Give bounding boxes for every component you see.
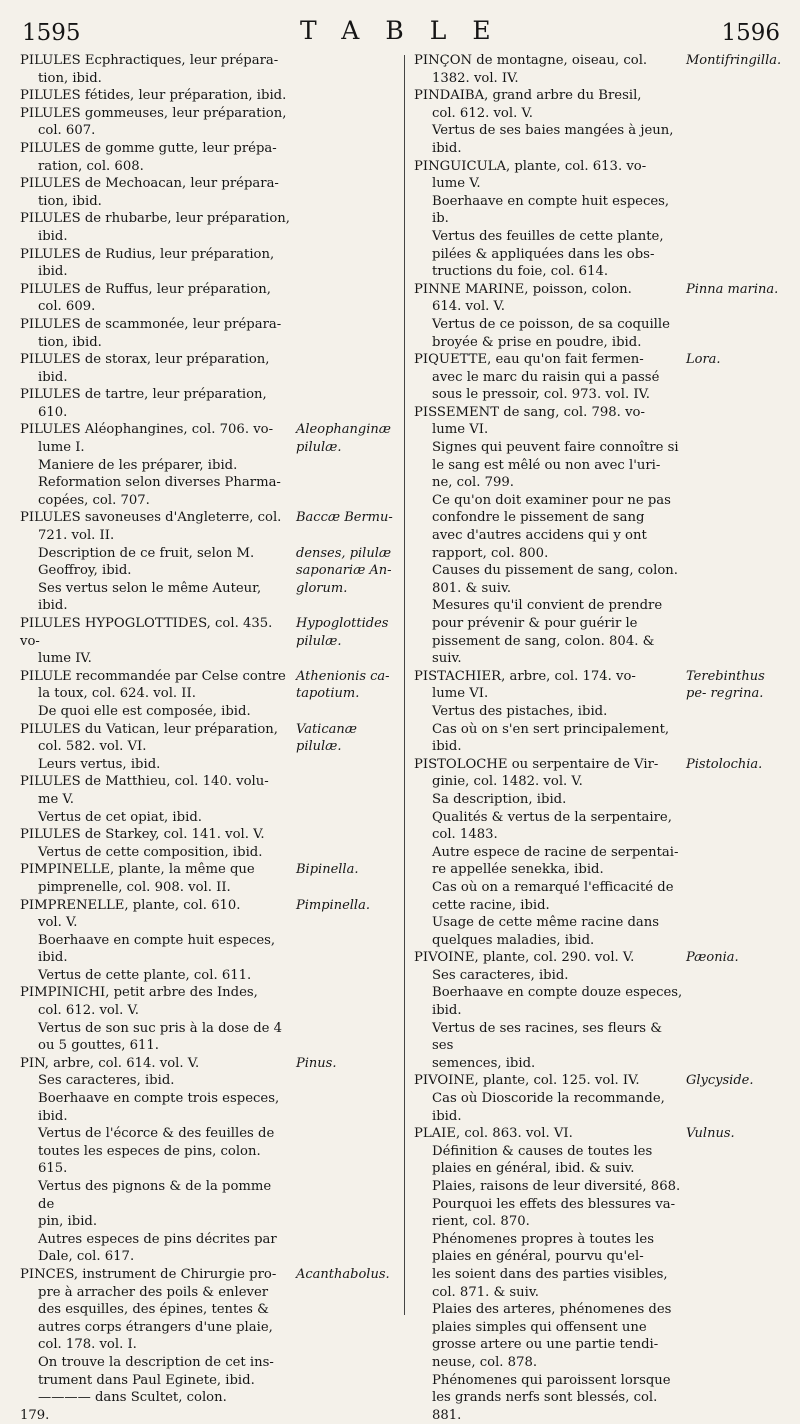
index-entry	[414, 879, 788, 914]
index-entry	[20, 721, 395, 756]
entry-continuation: pre à arracher des poils & enlever	[38, 1284, 269, 1300]
entry-continuation: Geoffroy, ibid.	[38, 563, 132, 579]
entry-continuation: col. 607.	[38, 123, 96, 139]
entry-continuation: plaies simples qui offensent une	[432, 1319, 647, 1335]
entry-continuation: neuse, col. 878.	[432, 1354, 538, 1370]
entry-line: Leurs vertus, ibid.	[38, 756, 161, 772]
entry-line: Ses caracteres, ibid.	[432, 967, 569, 983]
entry-continuation: ibid.	[38, 950, 68, 966]
latin-margin-note: Athenionis ca- tapotium.	[296, 668, 390, 702]
entry-continuation: ibid.	[432, 140, 462, 156]
page-title: TABLE	[300, 16, 517, 45]
entry-continuation: col. 871. & suiv.	[432, 1284, 539, 1300]
entry-continuation: ou 5 gouttes, 611.	[38, 1038, 159, 1054]
index-entry	[20, 809, 395, 827]
index-entry	[20, 1389, 395, 1407]
entry-line: PISTOLOCHE ou serpentaire de Vir-	[414, 756, 659, 772]
entry-continuation: plaies en général, pourvu qu'el-	[432, 1249, 644, 1265]
entry-continuation: ginie, col. 1482. vol. V.	[432, 774, 583, 790]
entry-line: Vertus de ses racines, ses fleurs & ses	[432, 1020, 662, 1054]
index-entry	[20, 246, 395, 281]
entry-line: Ses caracteres, ibid.	[38, 1073, 175, 1089]
entry-line: Vertus de ses baies mangées à jeun,	[432, 123, 674, 139]
index-entry	[20, 105, 395, 140]
entry-continuation: col. 582. vol. VI.	[38, 739, 147, 755]
entry-line: Sa description, ibid.	[432, 791, 567, 807]
entry-continuation: ibid.	[432, 739, 462, 755]
entry-continuation: 1382. vol. IV.	[432, 70, 519, 86]
index-entry	[20, 175, 395, 210]
index-entry	[20, 1178, 395, 1231]
entry-continuation: lume IV.	[38, 651, 92, 667]
entry-continuation: ibid.	[432, 1108, 462, 1124]
index-entry	[20, 210, 395, 245]
entry-line: Vertus des feuilles de cette plante,	[432, 228, 664, 244]
entry-line: PILULE recommandée par Celse contre	[20, 668, 286, 684]
signature-mark: 179.	[20, 1407, 50, 1423]
index-entry	[414, 1072, 788, 1090]
entry-line: PILULES de Matthieu, col. 140. volu-	[20, 774, 269, 790]
entry-continuation: ration, col. 608.	[38, 158, 144, 174]
latin-margin-note: Pinna marina.	[686, 281, 779, 297]
index-entry	[414, 668, 788, 703]
index-entry	[414, 809, 788, 844]
entry-line: PILULES de Starkey, col. 141. vol. V.	[20, 827, 265, 843]
entry-continuation: col. 612. vol. V.	[432, 105, 533, 121]
entry-line: PISTACHIER, arbre, col. 174. vo-	[414, 668, 636, 684]
index-entry	[20, 580, 395, 615]
entry-line: PLAIE, col. 863. vol. VI.	[414, 1126, 573, 1142]
entry-line: Boerhaave en compte douze especes,	[432, 985, 683, 1001]
index-entry	[414, 439, 788, 492]
right-column	[414, 52, 788, 1424]
entry-continuation: sous le pressoir, col. 973. vol. IV.	[432, 387, 650, 403]
index-entry	[414, 158, 788, 193]
index-entry	[20, 1055, 395, 1073]
entry-continuation: col. 609.	[38, 299, 96, 315]
entry-continuation: lume VI.	[432, 422, 489, 438]
entry-line: PILULES de tartre, leur préparation,	[20, 387, 267, 403]
latin-margin-note: Aleophanginæ pilulæ.	[296, 422, 391, 456]
latin-margin-note: Glycyside.	[686, 1073, 754, 1089]
index-entry	[20, 967, 395, 985]
entry-line: PIQUETTE, eau qu'on fait fermen-	[414, 352, 644, 368]
entry-continuation: grosse artere ou une partie tendi-	[432, 1337, 659, 1353]
entry-line: On trouve la description de cet ins-	[38, 1354, 274, 1370]
entry-line: Vertus de ce poisson, de sa coquille	[432, 316, 670, 332]
entry-continuation: le sang est mêlé ou non avec l'uri-	[432, 457, 661, 473]
entry-line: Vertus des pignons & de la pomme de	[38, 1179, 272, 1212]
entry-continuation: copées, col. 707.	[38, 492, 150, 508]
entry-continuation: vol. V.	[38, 915, 78, 931]
entry-line: Signes qui peuvent faire connoître si	[432, 440, 679, 456]
entry-line: De quoi elle est composée, ibid.	[38, 703, 251, 719]
entry-line: PILULES du Vatican, leur préparation,	[20, 721, 278, 737]
left-column	[20, 52, 395, 1424]
entry-line: Vertus de cette plante, col. 611.	[38, 967, 252, 983]
entry-continuation: rapport, col. 800.	[432, 545, 549, 561]
entry-continuation: col. 612. vol. V.	[38, 1003, 139, 1019]
entry-line: Cas où on s'en sert principalement,	[432, 721, 670, 737]
entry-line: Vertus de cet opiat, ibid.	[38, 809, 202, 825]
entry-line: ———— dans Scultet, colon.	[38, 1390, 227, 1406]
entry-line: Reformation selon diverses Pharma-	[38, 475, 281, 491]
entry-continuation: pin, ibid.	[38, 1214, 98, 1230]
entry-line: Définition & causes de toutes les	[432, 1143, 653, 1159]
latin-margin-note: Hypoglottides pilulæ.	[296, 616, 389, 649]
latin-margin-note: Montifringilla.	[686, 53, 782, 68]
latin-margin-note: denses, pilulæ saponariæ An- glorum.	[296, 545, 392, 596]
entry-continuation: ibid.	[38, 369, 68, 385]
index-entry	[20, 826, 395, 844]
entry-continuation: rient, col. 870.	[432, 1214, 530, 1230]
index-entry	[414, 1372, 788, 1424]
index-entry	[414, 1125, 788, 1143]
entry-line: PILULES HYPOGLOTTIDES, col. 435. vo-	[20, 616, 273, 649]
index-entry	[20, 87, 395, 105]
entry-line: PINNE MARINE, poisson, colon.	[414, 281, 632, 297]
entry-line: Plaies des arteres, phénomenes des	[432, 1302, 672, 1318]
entry-line: PINÇON de montagne, oiseau, col.	[414, 53, 648, 68]
index-entry	[20, 1231, 395, 1266]
entry-line: Boerhaave en compte huit especes,	[38, 932, 276, 948]
entry-continuation: suiv.	[432, 651, 462, 667]
entry-line: PILULES savoneuses d'Angleterre, col.	[20, 510, 282, 526]
entry-line: Vertus de cette composition, ibid.	[38, 844, 263, 860]
entry-line: Vertus de son suc pris à la dose de 4	[38, 1020, 283, 1036]
index-entry	[414, 316, 788, 351]
index-entry	[20, 897, 395, 932]
entry-continuation: ibid.	[38, 228, 68, 244]
index-entry	[20, 1020, 395, 1055]
entry-continuation: cette racine, ibid.	[432, 897, 550, 913]
entry-line: Mesures qu'il convient de prendre	[432, 598, 663, 614]
entry-continuation: 615.	[38, 1161, 68, 1177]
entry-continuation: tructions du foie, col. 614.	[432, 264, 609, 280]
entry-continuation: ne, col. 799.	[432, 475, 514, 491]
entry-continuation: col. 178. vol. I.	[38, 1337, 137, 1353]
latin-margin-note: Lora.	[686, 352, 721, 368]
index-entry	[20, 474, 395, 509]
index-entry	[414, 193, 788, 228]
index-entry	[414, 351, 788, 404]
index-entry	[20, 386, 395, 421]
entry-line: Boerhaave en compte trois especes,	[38, 1091, 280, 1107]
index-entry	[20, 140, 395, 175]
entry-line: PINGUICULA, plante, col. 613. vo-	[414, 158, 647, 174]
index-entry	[20, 281, 395, 316]
entry-continuation: pour prévenir & pour guérir le	[432, 616, 638, 631]
entry-line: Usage de cette même racine dans	[432, 915, 660, 931]
entry-continuation: 614. vol. V.	[432, 299, 505, 315]
entry-line: PILULES de Ruffus, leur préparation,	[20, 281, 271, 297]
latin-margin-note: Terebinthus pe- regrina.	[686, 668, 765, 702]
entry-line: PIMPINICHI, petit arbre des Indes,	[20, 985, 258, 1001]
latin-margin-note: Pistolochia.	[686, 756, 763, 772]
latin-margin-note: Pimpinella.	[296, 897, 370, 913]
index-entry	[414, 1143, 788, 1178]
entry-line: PIN, arbre, col. 614. vol. V.	[20, 1055, 200, 1071]
index-entry	[414, 281, 788, 316]
index-entry	[20, 615, 395, 668]
index-entry	[20, 52, 395, 87]
entry-line: Ses vertus selon le même Auteur,	[38, 580, 262, 596]
latin-margin-note: Baccæ Bermu-	[296, 510, 393, 526]
index-entry	[414, 1301, 788, 1371]
entry-line: PINCES, instrument de Chirurgie pro-	[20, 1266, 277, 1282]
index-entry	[414, 1090, 788, 1125]
entry-continuation: broyée & prise en poudre, ibid.	[432, 334, 642, 350]
index-entry	[20, 421, 395, 456]
left-page-number: 1595	[22, 20, 81, 46]
index-entry	[20, 351, 395, 386]
right-page-number: 1596	[721, 20, 780, 46]
entry-continuation: plaies en général, ibid. & suiv.	[432, 1161, 635, 1177]
entry-continuation: 610.	[38, 404, 68, 420]
entry-line: Cas où Dioscoride la recommande,	[432, 1091, 665, 1107]
entry-line: Phénomenes propres à toutes les	[432, 1231, 655, 1247]
index-entry	[20, 509, 395, 544]
entry-continuation: avec le marc du raisin qui a passé	[432, 369, 660, 385]
latin-margin-note: Vulnus.	[686, 1126, 735, 1142]
index-entry	[20, 668, 395, 703]
entry-line: Causes du pissement de sang, colon.	[432, 563, 678, 579]
entry-continuation: quelques maladies, ibid.	[432, 932, 595, 948]
index-entry	[20, 1125, 395, 1178]
entry-line: PIMPRENELLE, plante, col. 610.	[20, 897, 241, 913]
entry-line: PILULES de storax, leur préparation,	[20, 352, 270, 368]
entry-continuation: tion, ibid.	[38, 70, 102, 86]
index-entry	[414, 984, 788, 1019]
entry-continuation: ibid.	[38, 598, 68, 614]
column-divider	[404, 55, 405, 1315]
latin-margin-note: Bipinella.	[296, 862, 359, 878]
entry-continuation: semences, ibid.	[432, 1055, 536, 1071]
entry-continuation: tion, ibid.	[38, 334, 102, 350]
entry-line: PILULES fétides, leur préparation, ibid.	[20, 88, 287, 104]
entry-continuation: lume V.	[432, 176, 481, 192]
entry-line: Vertus de l'écorce & des feuilles de	[38, 1126, 275, 1142]
index-entry	[20, 1354, 395, 1389]
entry-line: Boerhaave en compte huit especes, ib.	[432, 193, 670, 227]
entry-line: PILULES de scammonée, leur prépara-	[20, 316, 282, 332]
index-entry	[414, 967, 788, 985]
index-entry	[20, 1090, 395, 1125]
entry-continuation: toutes les especes de pins, colon.	[38, 1143, 261, 1159]
entry-continuation: Dale, col. 617.	[38, 1249, 135, 1265]
index-entry	[414, 703, 788, 721]
entry-line: PILULES de gomme gutte, leur prépa-	[20, 140, 277, 156]
entry-continuation: 721. vol. II.	[38, 528, 115, 544]
entry-line: PILULES Aléophangines, col. 706. vo-	[20, 422, 274, 438]
entry-continuation: lume VI.	[432, 686, 489, 702]
latin-margin-note: Vaticanæ pilulæ.	[296, 721, 357, 755]
entry-line: PIVOINE, plante, col. 125. vol. IV.	[414, 1073, 640, 1089]
entry-continuation: les soient dans des parties visibles,	[432, 1266, 668, 1282]
index-entry	[414, 122, 788, 157]
latin-margin-note: Acanthabolus.	[296, 1266, 390, 1282]
entry-continuation: ibid.	[38, 264, 68, 280]
index-entry	[20, 1072, 395, 1090]
index-entry	[414, 228, 788, 281]
index-entry	[20, 773, 395, 808]
index-entry	[414, 492, 788, 562]
index-entry	[20, 984, 395, 1019]
index-entry	[414, 1020, 788, 1073]
entry-continuation: ibid.	[38, 1108, 68, 1124]
entry-continuation: lume I.	[38, 440, 85, 456]
entry-continuation: col. 1483.	[432, 827, 498, 843]
entry-continuation: me V.	[38, 791, 74, 807]
entry-line: Maniere de les préparer, ibid.	[38, 457, 238, 473]
index-entry	[414, 562, 788, 597]
entry-continuation: trument dans Paul Eginete, ibid.	[38, 1372, 255, 1388]
index-entry	[414, 1231, 788, 1301]
index-entry	[414, 87, 788, 122]
index-entry	[20, 844, 395, 862]
entry-continuation: la toux, col. 624. vol. II.	[38, 686, 196, 702]
index-entry	[20, 457, 395, 475]
index-entry	[20, 932, 395, 967]
index-entry	[414, 721, 788, 756]
index-entry	[414, 791, 788, 809]
entry-line: Vertus des pistaches, ibid.	[432, 703, 608, 719]
index-entry	[414, 914, 788, 949]
latin-margin-note: Pinus.	[296, 1055, 337, 1071]
index-entry	[414, 1178, 788, 1196]
entry-line: Autres especes de pins décrites par	[38, 1231, 277, 1247]
entry-continuation: avec d'autres accidens qui y ont	[432, 528, 647, 544]
entry-line: Description de ce fruit, selon M.	[38, 545, 255, 561]
entry-continuation: tion, ibid.	[38, 193, 102, 209]
entry-continuation: autres corps étrangers d'une plaie,	[38, 1319, 273, 1335]
entry-line: PINDAIBA, grand arbre du Bresil,	[414, 88, 642, 104]
index-entry	[414, 1196, 788, 1231]
index-entry	[20, 316, 395, 351]
index-entry	[20, 1266, 395, 1354]
entry-line: PILULES Ecphractiques, leur prépara-	[20, 53, 279, 68]
index-entry	[20, 861, 395, 896]
entry-line: Pourquoi les effets des blessures va-	[432, 1196, 676, 1212]
entry-line: Cas où on a remarqué l'efficacité de	[432, 879, 674, 895]
entry-continuation: ibid.	[432, 1003, 462, 1019]
latin-margin-note: Pæonia.	[686, 950, 739, 966]
index-entry	[414, 756, 788, 791]
index-entry	[414, 52, 788, 87]
entry-line: PISSEMENT de sang, col. 798. vo-	[414, 404, 645, 420]
entry-line: Autre espece de racine de serpentai-	[432, 844, 679, 860]
entry-continuation: re appellée senekka, ibid.	[432, 862, 604, 878]
entry-line: PILULES de Rudius, leur préparation,	[20, 246, 275, 262]
entry-line: Phénomenes qui paroissent lorsque	[432, 1372, 671, 1388]
entry-line: Qualités & vertus de la serpentaire,	[432, 809, 672, 825]
entry-continuation: confondre le pissement de sang	[432, 510, 645, 526]
entry-line: PILULES gommeuses, leur préparation,	[20, 105, 287, 121]
entry-line: PIMPINELLE, plante, la même que	[20, 862, 255, 878]
entry-line: PILULES de rhubarbe, leur préparation,	[20, 211, 290, 227]
entry-continuation: pissement de sang, colon. 804. &	[432, 633, 655, 649]
entry-continuation: des esquilles, des épines, tentes &	[38, 1302, 269, 1318]
index-entry	[414, 844, 788, 879]
index-entry	[20, 703, 395, 721]
entry-continuation: 881.	[432, 1407, 462, 1423]
index-entry	[20, 756, 395, 774]
entry-continuation: pimprenelle, col. 908. vol. II.	[38, 879, 231, 895]
entry-continuation: les grands nerfs sont blessés, col.	[432, 1390, 658, 1406]
index-entry	[414, 597, 788, 667]
index-entry	[414, 949, 788, 967]
index-entry	[414, 404, 788, 439]
entry-line: PILULES de Mechoacan, leur prépara-	[20, 176, 279, 192]
entry-line: Plaies, raisons de leur diversité, 868.	[432, 1179, 681, 1194]
entry-continuation: pilées & appliquées dans les obs-	[432, 246, 655, 262]
entry-line: PIVOINE, plante, col. 290. vol. V.	[414, 950, 635, 966]
entry-continuation: 801. & suiv.	[432, 580, 512, 596]
entry-line: Ce qu'on doit examiner pour ne pas	[432, 492, 671, 508]
